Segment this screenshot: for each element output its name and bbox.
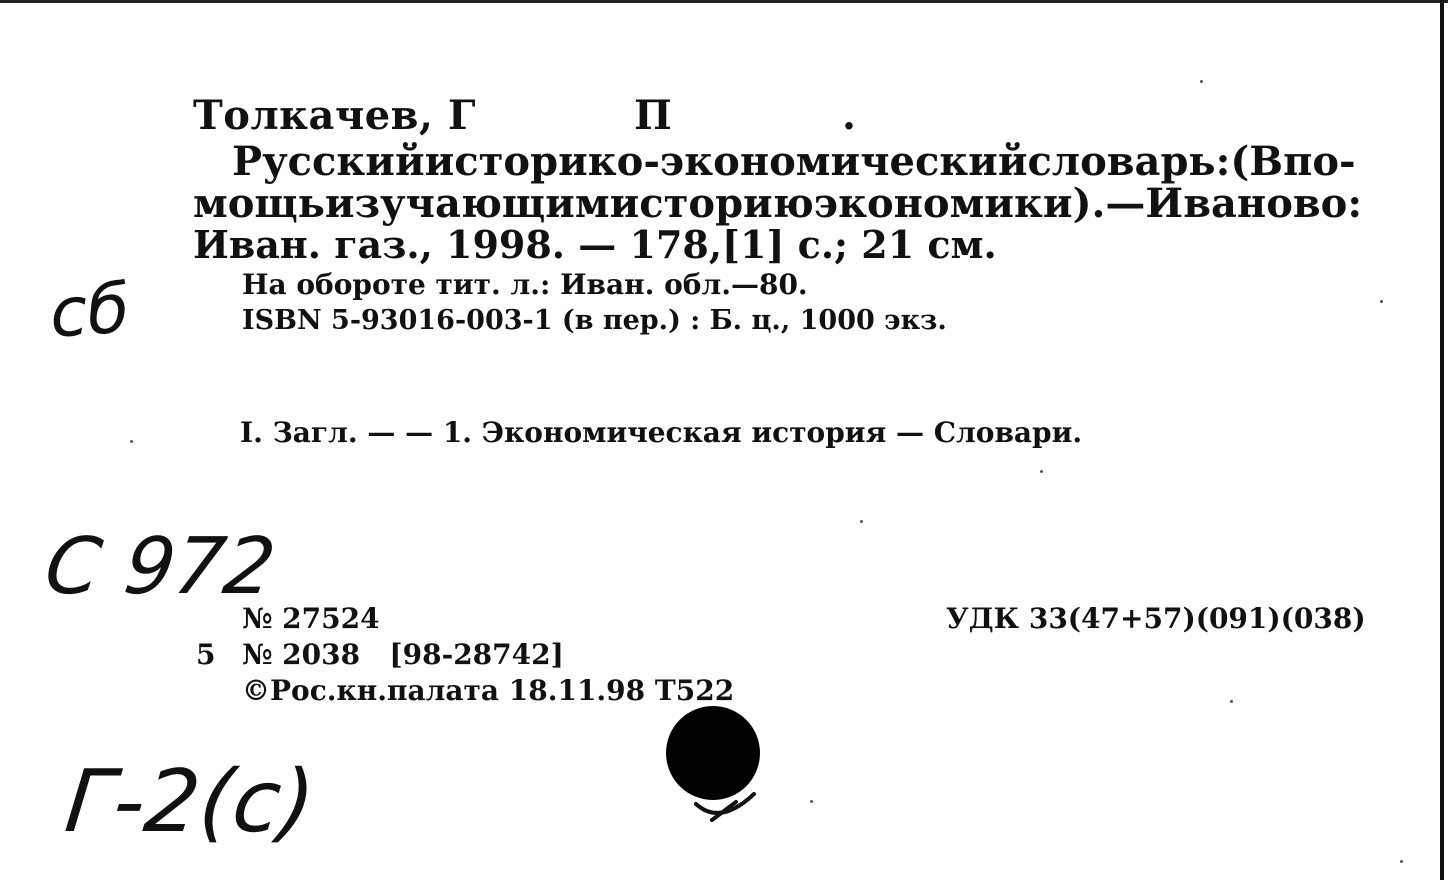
scan-speck (130, 440, 133, 443)
scan-speck (1380, 300, 1383, 303)
stamp-tail-mark (692, 790, 762, 830)
title-line-2 (193, 180, 1363, 227)
title-word: историко-экономический (424, 138, 1028, 185)
scan-speck (1200, 80, 1203, 83)
title-word: историю (609, 180, 814, 227)
udc-code: УДК 33(47+57)(091)(038) (946, 602, 1366, 635)
title-word: Иваново (1145, 180, 1348, 227)
title-word: мощь (193, 180, 325, 227)
tracings-line: I. Загл. — — 1. Экономическая история — Словари. (240, 416, 1083, 449)
copies-count: 5 (196, 638, 216, 671)
title-word: изучающим (324, 180, 610, 227)
title-word: экономики). (813, 180, 1106, 227)
card-top-edge (0, 0, 1448, 3)
scan-speck (860, 520, 863, 523)
title-word: (В (1230, 138, 1284, 185)
author-initial: П (634, 92, 673, 139)
title-word: : (1347, 180, 1363, 227)
scan-speck (1400, 860, 1403, 863)
registration-number: № 27524 (242, 602, 380, 635)
title-word: словарь (1027, 138, 1216, 185)
isbn-line: ISBN 5-93016-003-1 (в пер.) : Б. ц., 1000 экз. (242, 305, 947, 336)
scan-speck (1040, 470, 1043, 473)
title-word: : (1215, 138, 1231, 185)
handwritten-location-code: Г-2(с) (60, 752, 320, 852)
card-number: № 2038 [98-28742] (242, 638, 564, 671)
copyright-line: ©Рос.кн.палата 18.11.98 Т522 (242, 674, 735, 707)
imprint-line: Иван. газ., 1998. — 178,[1] с.; 21 см. (193, 222, 997, 267)
author-dot: . (842, 92, 857, 139)
title-word: Русский (232, 138, 425, 185)
title-word: по- (1283, 138, 1356, 185)
handwritten-left-mark: сб (47, 269, 132, 354)
author-surname: Толкачев, Г (193, 92, 476, 139)
title-line-1 (232, 138, 1356, 185)
handwritten-shelf-code: С 972 (39, 522, 281, 612)
card-right-edge (1440, 0, 1444, 880)
title-word: — (1105, 180, 1146, 227)
scan-speck (1230, 700, 1233, 703)
scan-speck (810, 800, 813, 803)
punch-hole (666, 706, 760, 800)
verso-note: На обороте тит. л.: Иван. обл.—80. (242, 268, 808, 301)
